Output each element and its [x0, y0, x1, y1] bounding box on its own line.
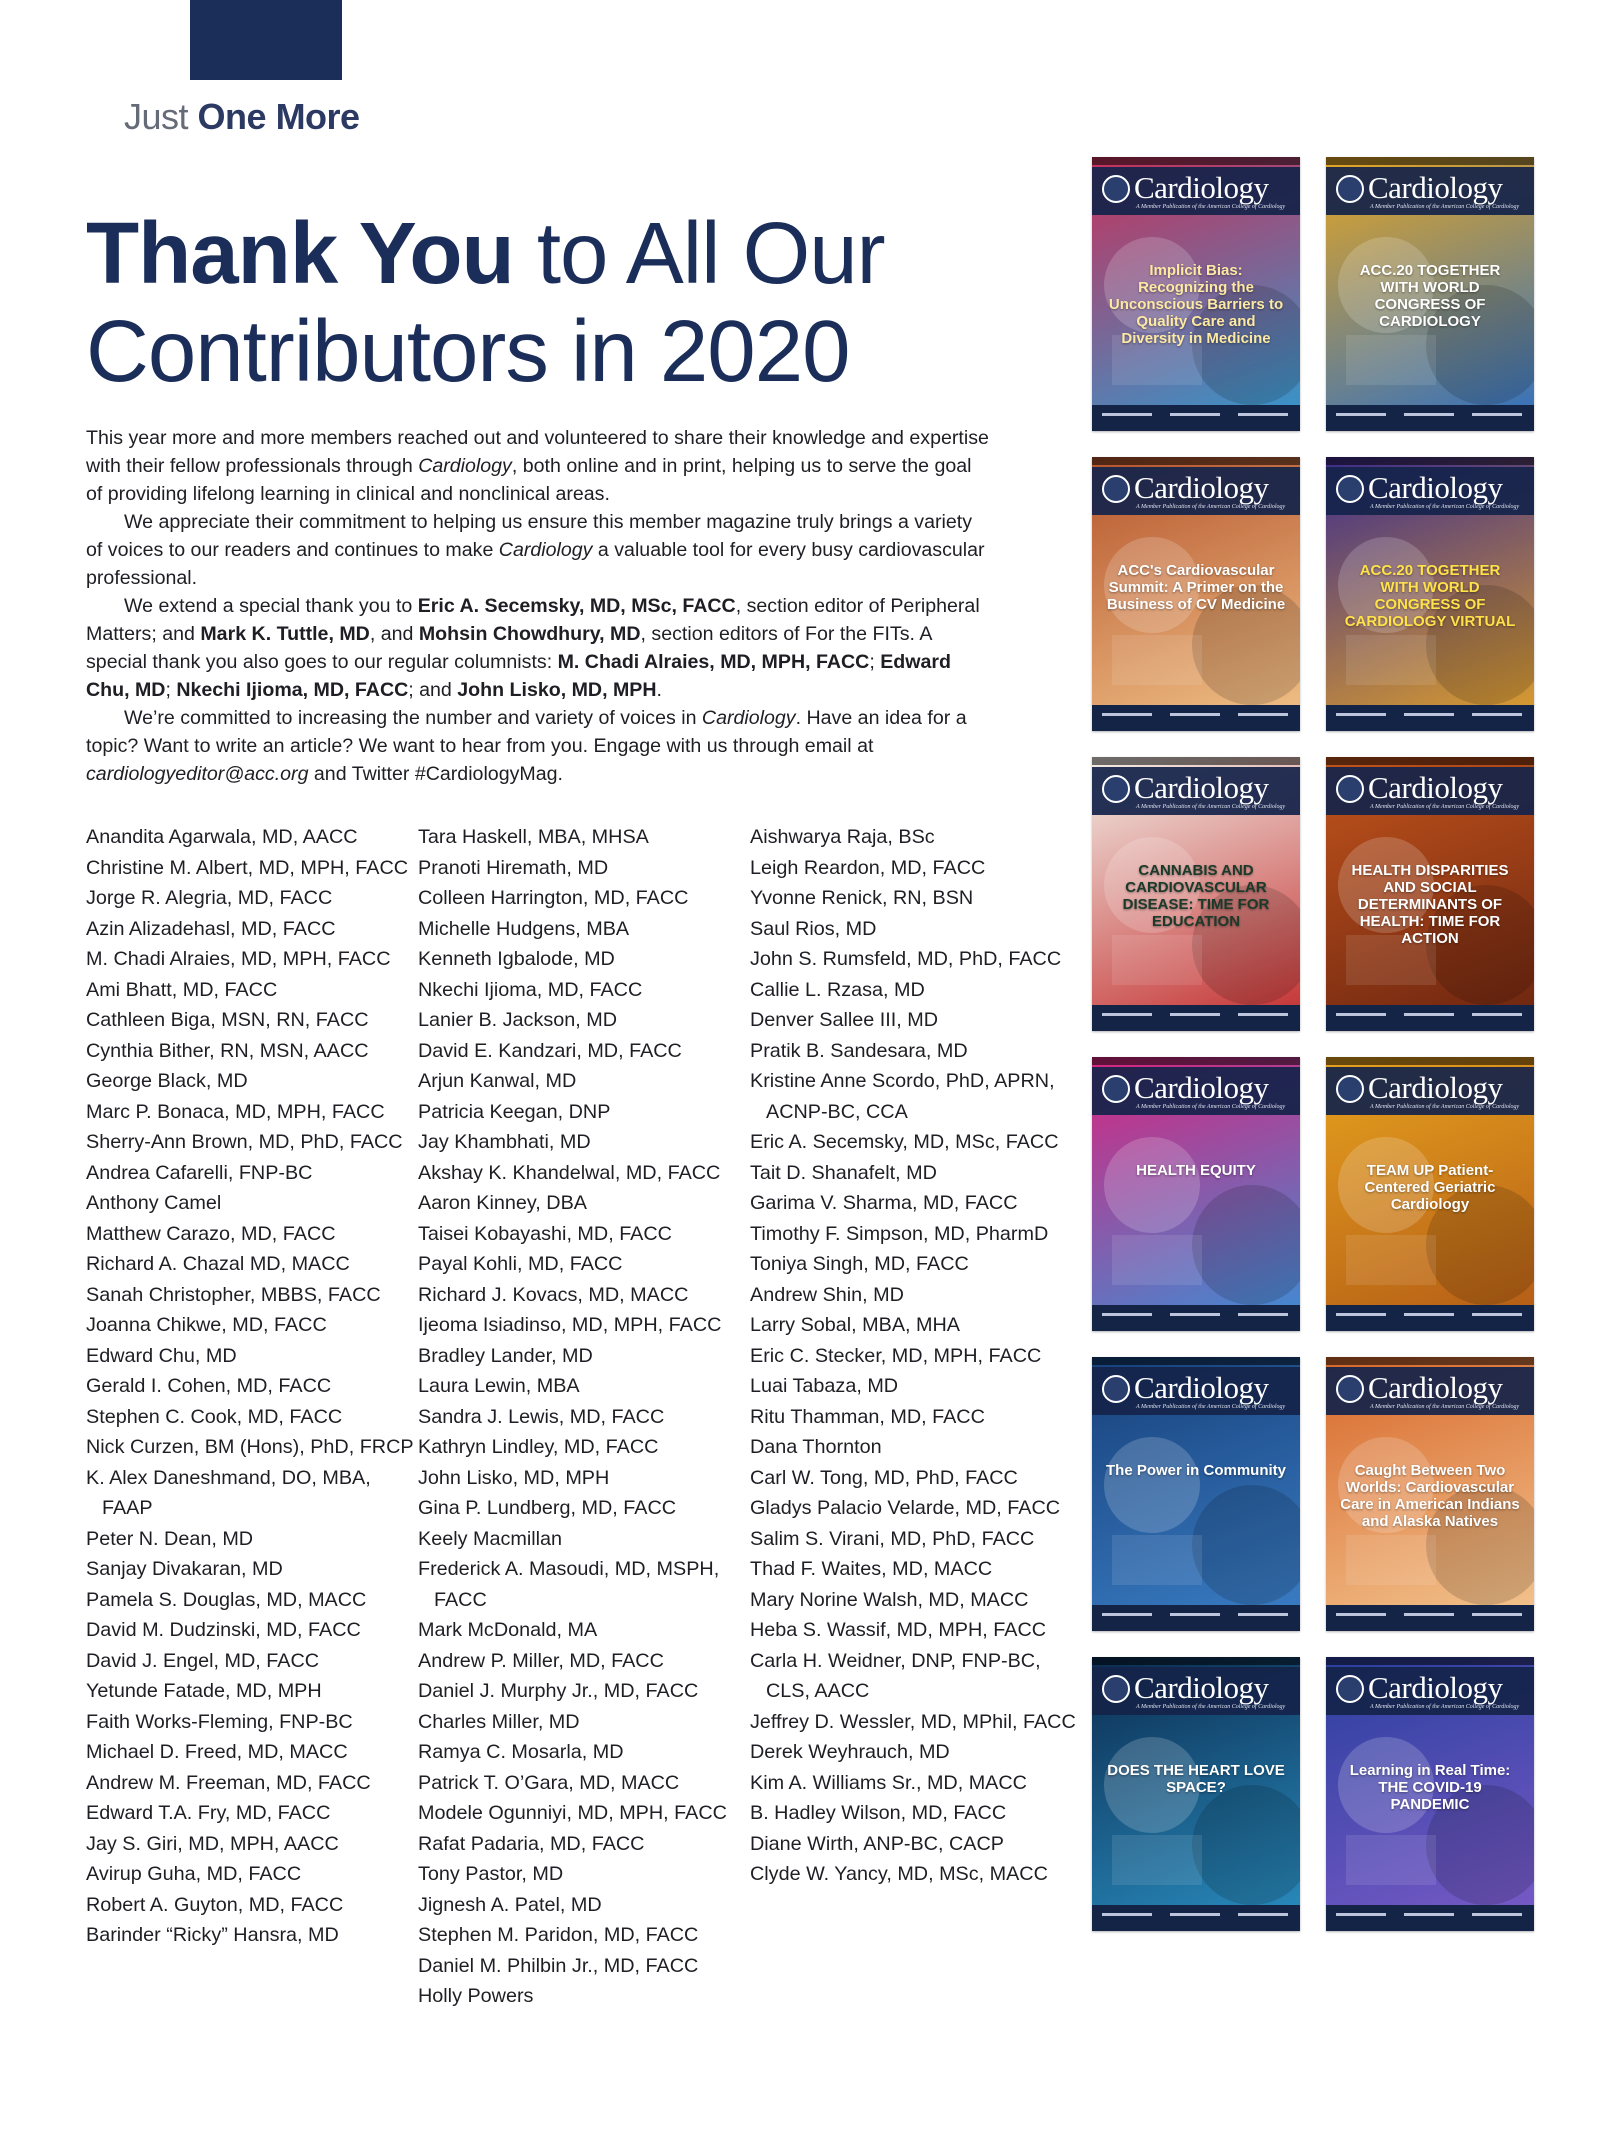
- contributor-name: Holly Powers: [418, 1985, 534, 2007]
- title-bold: Thank You: [86, 205, 514, 302]
- contributor-name: Carl W. Tong, MD, PhD, FACC: [750, 1466, 1018, 1489]
- contributor-name: Leigh Reardon, MD, FACC: [750, 856, 986, 879]
- cover-footer: [1326, 1005, 1534, 1031]
- contributor-name: Andrea Cafarelli, FNP-BC: [86, 1161, 313, 1184]
- contributor-name: Edward Chu, MD: [86, 1344, 237, 1367]
- contributor-name: Payal Kohli, MD, FACC: [418, 1253, 623, 1275]
- magazine-cover: [1326, 1657, 1534, 1931]
- contributor-name: Sanah Christopher, MBBS, FACC: [86, 1283, 381, 1306]
- contributor-name: Toniya Singh, MD, FACC: [750, 1253, 969, 1275]
- contributor-name: Tait D. Shanafelt, MD: [750, 1161, 937, 1184]
- cover-footer: [1326, 705, 1534, 731]
- contributor-name: Pranoti Hiremath, MD: [418, 856, 609, 879]
- cover-headline: TEAM UP Patient-Centered Geriatric Cardiology: [1364, 1162, 1496, 1213]
- cover-masthead: Cardiology: [1368, 1370, 1503, 1405]
- acc-seal-icon: [1102, 1075, 1130, 1103]
- magazine-cover: [1326, 157, 1534, 431]
- cover-masthead: Cardiology: [1134, 470, 1269, 505]
- intro-paragraph-4: We’re committed to increasing the number and variety of voices in Cardiology. Have an idea for a topic? Want to write an article? We want to hear from you. Engage with us through email at cardiologyeditor@acc.org and Twitter #CardiologyMag.: [86, 707, 967, 785]
- contributor-name: Nkechi Ijioma, MD, FACC: [418, 978, 643, 1001]
- cover-footer: [1326, 1305, 1534, 1331]
- contributors-column-1: [86, 822, 416, 1951]
- cover-footer: [1092, 1905, 1300, 1931]
- contributor-name: Daniel J. Murphy Jr., MD, FACC: [418, 1680, 699, 1702]
- contributor-name: Thad F. Waites, MD, MACC: [750, 1558, 993, 1580]
- contributor-name: Gerald I. Cohen, MD, FACC: [86, 1375, 332, 1397]
- contributor-name: Dana Thornton: [750, 1436, 882, 1458]
- cover-masthead: Cardiology: [1368, 1670, 1503, 1705]
- contributor-name: Faith Works-Fleming, FNP-BC: [86, 1710, 353, 1733]
- contributor-name: Anandita Agarwala, MD, AACC: [86, 826, 358, 848]
- intro-paragraph-3: We extend a special thank you to Eric A. Secemsky, MD, MSc, FACC, section editor of Peripheral Matters; and Mark K. Tuttle, MD, and Mohsin Chowdhury, MD, section editors of For the FITs. A special thank you also goes to our regular columnists: M. Chadi Alraies, MD, MPH, FACC; Edward Chu, MD; Nkechi Ijioma, MD, FACC; and John Lisko, MD, MPH.: [86, 595, 980, 701]
- acc-seal-icon: [1336, 475, 1364, 503]
- contributor-name: Eric A. Secemsky, MD, MSc, FACC: [750, 1131, 1059, 1153]
- contributors-column-2: [418, 822, 748, 2012]
- contributor-name: Michelle Hudgens, MBA: [418, 917, 630, 940]
- contributor-name: B. Hadley Wilson, MD, FACC: [750, 1802, 1007, 1824]
- contributor-name: Jay Khambhati, MD: [418, 1131, 591, 1153]
- magazine-cover: [1326, 757, 1534, 1031]
- cover-footer: [1092, 1305, 1300, 1331]
- cover-tagline: A Member Publication of the American College of Cardiology: [1136, 204, 1286, 210]
- intro-paragraph-2: We appreciate their commitment to helping us ensure this member magazine truly brings a variety of voices to our readers and continues to make Cardiology a valuable tool for every busy cardiovascular professional.: [86, 511, 985, 589]
- contributor-name: Andrew M. Freeman, MD, FACC: [86, 1771, 371, 1794]
- contributors-column-3: [750, 822, 1080, 1890]
- contributor-name: Anthony Camel: [86, 1192, 222, 1214]
- contributor-name: Jeffrey D. Wessler, MD, MPhil, FACC: [750, 1710, 1076, 1733]
- acc-seal-icon: [1102, 1675, 1130, 1703]
- cover-headline: The Power in Community: [1106, 1462, 1287, 1479]
- acc-seal-icon: [1102, 1375, 1130, 1403]
- cover-artwork: [1092, 1415, 1300, 1605]
- contributor-name: Kathryn Lindley, MD, FACC: [418, 1436, 659, 1458]
- cover-masthead: Cardiology: [1134, 170, 1269, 205]
- contributor-name: Jay S. Giri, MD, MPH, AACC: [86, 1832, 339, 1855]
- magazine-cover: [1092, 157, 1300, 431]
- contributor-name: David J. Engel, MD, FACC: [86, 1649, 320, 1672]
- section-tab-block: [190, 0, 342, 80]
- cover-tagline: A Member Publication of the American College of Cardiology: [1136, 1404, 1286, 1410]
- contributor-name: M. Chadi Alraies, MD, MPH, FACC: [86, 948, 391, 970]
- cover-masthead: Cardiology: [1368, 770, 1503, 805]
- contributor-name: Andrew P. Miller, MD, FACC: [418, 1649, 664, 1672]
- cover-headline: HEALTH DISPARITIES AND SOCIAL DETERMINANTS OF HEALTH: TIME FOR ACTION: [1351, 862, 1509, 947]
- contributor-name: Pratik B. Sandesara, MD: [750, 1039, 968, 1062]
- magazine-cover: [1326, 1357, 1534, 1631]
- intro-text: [86, 424, 992, 788]
- contributor-name: Carla H. Weidner, DNP, FNP-BC, CLS, AACC: [750, 1649, 1041, 1702]
- cover-headline: DOES THE HEART LOVE SPACE?: [1107, 1762, 1285, 1796]
- cover-footer: [1092, 1605, 1300, 1631]
- acc-seal-icon: [1336, 1075, 1364, 1103]
- contributor-name: Rafat Padaria, MD, FACC: [418, 1832, 645, 1855]
- contributor-name: Stephen C. Cook, MD, FACC: [86, 1405, 343, 1428]
- contributor-name: John S. Rumsfeld, MD, PhD, FACC: [750, 948, 1062, 970]
- contributor-name: Ritu Thamman, MD, FACC: [750, 1405, 985, 1428]
- contributor-name: Akshay K. Khandelwal, MD, FACC: [418, 1161, 721, 1184]
- cover-headline: Learning in Real Time: THE COVID-19 PANDEMIC: [1349, 1762, 1511, 1813]
- contributor-name: Ramya C. Mosarla, MD: [418, 1741, 624, 1763]
- contributor-name: Eric C. Stecker, MD, MPH, FACC: [750, 1344, 1042, 1367]
- contributor-name: Matthew Carazo, MD, FACC: [86, 1222, 336, 1245]
- contributor-name: Denver Sallee III, MD: [750, 1009, 938, 1031]
- acc-seal-icon: [1336, 775, 1364, 803]
- cover-headline: ACC.20 TOGETHER WITH WORLD CONGRESS OF CARDIOLOGY VIRTUAL: [1344, 562, 1516, 630]
- contributor-name: Azin Alizadehasl, MD, FACC: [86, 917, 336, 940]
- cover-footer: [1092, 1005, 1300, 1031]
- cover-masthead: Cardiology: [1134, 770, 1269, 805]
- contributor-name: Barinder “Ricky” Hansra, MD: [86, 1924, 339, 1946]
- acc-seal-icon: [1336, 1675, 1364, 1703]
- contributor-name: Heba S. Wassif, MD, MPH, FACC: [750, 1619, 1047, 1641]
- cover-masthead: Cardiology: [1134, 1670, 1269, 1705]
- cover-masthead: Cardiology: [1134, 1070, 1269, 1105]
- cover-tagline: A Member Publication of the American College of Cardiology: [1136, 504, 1286, 510]
- contributor-name: Avirup Guha, MD, FACC: [86, 1863, 302, 1885]
- contributor-name: Gina P. Lundberg, MD, FACC: [418, 1497, 677, 1519]
- contributor-name: Richard A. Chazal MD, MACC: [86, 1253, 350, 1275]
- contributor-name: K. Alex Daneshmand, DO, MBA, FAAP: [86, 1466, 371, 1519]
- acc-seal-icon: [1102, 475, 1130, 503]
- contributor-name: Aaron Kinney, DBA: [418, 1192, 587, 1214]
- cover-masthead: Cardiology: [1368, 470, 1503, 505]
- cover-tagline: A Member Publication of the American College of Cardiology: [1370, 204, 1520, 210]
- cover-tagline: A Member Publication of the American College of Cardiology: [1370, 1404, 1520, 1410]
- contributor-name: Timothy F. Simpson, MD, PharmD: [750, 1222, 1049, 1245]
- contributor-name: Derek Weyhrauch, MD: [750, 1741, 950, 1763]
- cover-tagline: A Member Publication of the American College of Cardiology: [1370, 804, 1520, 810]
- contributor-name: Cynthia Bither, RN, MSN, AACC: [86, 1039, 369, 1062]
- cover-footer: [1326, 1605, 1534, 1631]
- cover-masthead: Cardiology: [1134, 1370, 1269, 1405]
- contributor-name: Taisei Kobayashi, MD, FACC: [418, 1222, 672, 1245]
- cover-headline: ACC's Cardiovascular Summit: A Primer on the Business of CV Medicine: [1106, 562, 1286, 613]
- contributor-name: Stephen M. Paridon, MD, FACC: [418, 1924, 699, 1946]
- magazine-cover: [1326, 457, 1534, 731]
- acc-seal-icon: [1102, 775, 1130, 803]
- contributor-name: Modele Ogunniyi, MD, MPH, FACC: [418, 1802, 727, 1824]
- acc-seal-icon: [1336, 175, 1364, 203]
- cover-footer: [1092, 705, 1300, 731]
- contributor-name: Yvonne Renick, RN, BSN: [750, 887, 974, 909]
- contributor-name: Daniel M. Philbin Jr., MD, FACC: [418, 1954, 699, 1977]
- cover-footer: [1326, 405, 1534, 431]
- contributor-name: Ami Bhatt, MD, FACC: [86, 978, 278, 1001]
- magazine-cover: [1092, 1357, 1300, 1631]
- contributor-name: Clyde W. Yancy, MD, MSc, MACC: [750, 1863, 1048, 1885]
- contributor-name: Colleen Harrington, MD, FACC: [418, 887, 689, 909]
- contributor-name: David M. Dudzinski, MD, FACC: [86, 1619, 361, 1641]
- acc-seal-icon: [1102, 175, 1130, 203]
- contributor-name: Jignesh A. Patel, MD: [418, 1893, 602, 1916]
- contributor-name: Pamela S. Douglas, MD, MACC: [86, 1588, 367, 1611]
- contributor-name: Sherry-Ann Brown, MD, PhD, FACC: [86, 1131, 403, 1153]
- contributor-name: Gladys Palacio Velarde, MD, FACC: [750, 1497, 1061, 1519]
- cover-headline: HEALTH EQUITY: [1136, 1162, 1256, 1179]
- cover-artwork: [1092, 1715, 1300, 1905]
- contributor-name: Lanier B. Jackson, MD: [418, 1009, 617, 1031]
- contributor-name: Kenneth Igbalode, MD: [418, 948, 615, 970]
- contributor-name: Mark McDonald, MA: [418, 1619, 598, 1641]
- contributor-name: Larry Sobal, MBA, MHA: [750, 1314, 960, 1336]
- contributor-name: Diane Wirth, ANP-BC, CACP: [750, 1832, 1004, 1855]
- cover-tagline: A Member Publication of the American College of Cardiology: [1370, 1104, 1520, 1110]
- cover-headline: Caught Between Two Worlds: Cardiovascular Care in American Indians and Alaska Natives: [1340, 1462, 1520, 1530]
- contributor-name: Robert A. Guyton, MD, FACC: [86, 1893, 344, 1916]
- cover-headline: Implicit Bias: Recognizing the Unconscious Barriers to Quality Care and Diversity in Medicine: [1108, 262, 1284, 347]
- section-label-light: Just: [124, 96, 189, 137]
- contributor-name: Laura Lewin, MBA: [418, 1375, 580, 1397]
- contributor-name: Patricia Keegan, DNP: [418, 1100, 611, 1123]
- contributor-name: Michael D. Freed, MD, MACC: [86, 1741, 348, 1763]
- contributor-name: Kristine Anne Scordo, PhD, APRN, ACNP-BC, CCA: [750, 1070, 1055, 1123]
- title-line1-rest: to All Our: [513, 205, 885, 302]
- magazine-cover: [1092, 457, 1300, 731]
- magazine-covers-grid: [1092, 157, 1600, 1957]
- contributor-name: John Lisko, MD, MPH: [418, 1466, 610, 1489]
- contributor-name: Richard J. Kovacs, MD, MACC: [418, 1283, 689, 1306]
- contributor-name: Yetunde Fatade, MD, MPH: [86, 1680, 322, 1702]
- contributor-name: Bradley Lander, MD: [418, 1344, 593, 1367]
- contributor-name: Patrick T. O’Gara, MD, MACC: [418, 1771, 680, 1794]
- section-label: [124, 96, 360, 138]
- magazine-cover: [1326, 1057, 1534, 1331]
- contributor-name: Peter N. Dean, MD: [86, 1527, 254, 1550]
- contributor-name: Christine M. Albert, MD, MPH, FACC: [86, 856, 409, 879]
- cover-tagline: A Member Publication of the American College of Cardiology: [1370, 1704, 1520, 1710]
- contributor-name: Saul Rios, MD: [750, 917, 877, 940]
- intro-paragraph-1: This year more and more members reached out and volunteered to share their knowledge and expertise with their fellow professionals through Cardiology, both online and in print, helping us to serve the goal of providing lifelong learning in clinical and nonclinical areas.: [86, 427, 989, 505]
- cover-artwork: [1092, 1115, 1300, 1305]
- cover-masthead: Cardiology: [1368, 170, 1503, 205]
- acc-seal-icon: [1336, 1375, 1364, 1403]
- cover-footer: [1326, 1905, 1534, 1931]
- contributor-name: Jorge R. Alegria, MD, FACC: [86, 887, 333, 909]
- contributor-name: Callie L. Rzasa, MD: [750, 978, 925, 1001]
- contributor-name: Cathleen Biga, MSN, RN, FACC: [86, 1009, 369, 1031]
- cover-tagline: A Member Publication of the American College of Cardiology: [1136, 804, 1286, 810]
- magazine-cover: [1092, 757, 1300, 1031]
- contributor-name: Keely Macmillan: [418, 1527, 563, 1550]
- contributor-name: Marc P. Bonaca, MD, MPH, FACC: [86, 1100, 385, 1123]
- cover-tagline: A Member Publication of the American College of Cardiology: [1136, 1704, 1286, 1710]
- contributor-name: Andrew Shin, MD: [750, 1283, 904, 1306]
- cover-masthead: Cardiology: [1368, 1070, 1503, 1105]
- contributor-name: Arjun Kanwal, MD: [418, 1070, 577, 1092]
- contributor-name: Edward T.A. Fry, MD, FACC: [86, 1802, 331, 1824]
- contributor-name: Sanjay Divakaran, MD: [86, 1558, 283, 1580]
- contributor-name: Nick Curzen, BM (Hons), PhD, FRCP: [86, 1436, 414, 1458]
- contributor-name: Garima V. Sharma, MD, FACC: [750, 1192, 1018, 1214]
- contributor-name: Kim A. Williams Sr., MD, MACC: [750, 1771, 1027, 1794]
- contributor-name: Sandra J. Lewis, MD, FACC: [418, 1405, 665, 1428]
- contributor-name: Mary Norine Walsh, MD, MACC: [750, 1588, 1029, 1611]
- contributor-name: Salim S. Virani, MD, PhD, FACC: [750, 1527, 1035, 1550]
- contributor-name: Tara Haskell, MBA, MHSA: [418, 826, 649, 848]
- cover-headline: CANNABIS AND CARDIOVASCULAR DISEASE: TIME FOR EDUCATION: [1122, 862, 1270, 930]
- contributor-name: David E. Kandzari, MD, FACC: [418, 1039, 682, 1062]
- contributor-name: Ijeoma Isiadinso, MD, MPH, FACC: [418, 1314, 722, 1336]
- cover-footer: [1092, 405, 1300, 431]
- contributor-name: Frederick A. Masoudi, MD, MSPH, FACC: [418, 1558, 720, 1611]
- contributor-name: George Black, MD: [86, 1070, 248, 1092]
- page-title: [86, 205, 1016, 401]
- cover-tagline: A Member Publication of the American College of Cardiology: [1370, 504, 1520, 510]
- contributor-name: Tony Pastor, MD: [418, 1863, 564, 1885]
- contributor-name: Luai Tabaza, MD: [750, 1375, 899, 1397]
- section-label-bold: One More: [197, 96, 360, 137]
- cover-headline: ACC.20 TOGETHER WITH WORLD CONGRESS OF CARDIOLOGY: [1359, 262, 1501, 330]
- title-line2: Contributors in 2020: [86, 303, 850, 400]
- editor-email-link[interactable]: cardiologyeditor@acc.org: [86, 763, 309, 785]
- contributor-name: Joanna Chikwe, MD, FACC: [86, 1314, 327, 1336]
- magazine-cover: [1092, 1657, 1300, 1931]
- contributor-name: Aishwarya Raja, BSc: [750, 826, 935, 848]
- magazine-cover: [1092, 1057, 1300, 1331]
- cover-tagline: A Member Publication of the American College of Cardiology: [1136, 1104, 1286, 1110]
- contributor-name: Charles Miller, MD: [418, 1710, 580, 1733]
